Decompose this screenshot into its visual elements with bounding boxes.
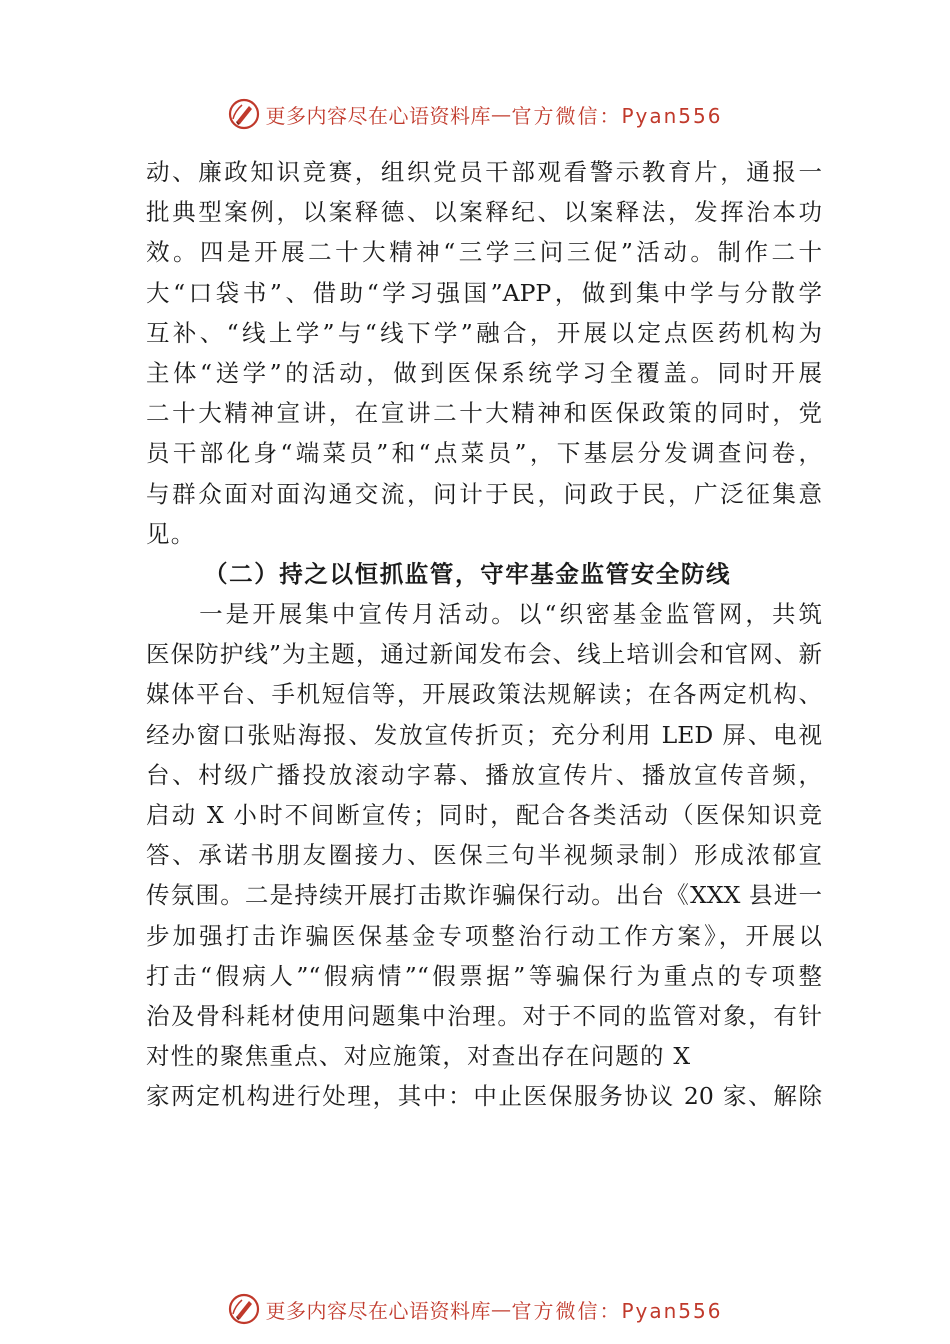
body-line: 打击“假病人”“假病情”“假票据”等骗保行为重点的专项整 bbox=[146, 961, 822, 990]
banner-wechat: 官方微信：Pyan556 bbox=[511, 103, 723, 128]
body-line: 启动 X 小时不间断宣传；同时，配合各类活动（医保知识竞 bbox=[146, 801, 822, 829]
body-line: 传氛围。二是持续开展打击欺诈骗保行动。出台《XXX 县进一 bbox=[146, 881, 822, 910]
banner-wechat: 官方微信：Pyan556 bbox=[511, 1298, 723, 1323]
body-line: 医保防护线”为主题，通过新闻发布会、线上培训会和官网、新 bbox=[146, 640, 822, 669]
body-line: 经办窗口张贴海报、发放宣传折页；充分利用 LED 屏、电视 bbox=[146, 720, 822, 749]
body-line: 二十大精神宣讲，在宣讲二十大精神和医保政策的同时，党 bbox=[146, 399, 822, 428]
body-line: 见。 bbox=[146, 519, 196, 548]
body-line: 批典型案例，以案释德、以案释纪、以案释法，发挥治本功 bbox=[146, 198, 822, 227]
body-line: 员干部化身“端菜员”和“点菜员”，下基层分发调查问卷， bbox=[146, 439, 822, 468]
document-body bbox=[146, 152, 822, 1117]
header-banner bbox=[0, 92, 950, 136]
body-line: 家两定机构进行处理，其中：中止医保服务协议 20 家、解除 bbox=[146, 1082, 822, 1111]
body-line: 与群众面对面沟通交流，问计于民，问政于民，广泛征集意 bbox=[146, 479, 822, 508]
pen-logo-icon bbox=[227, 97, 261, 131]
body-line: 治及骨科耗材使用问题集中治理。对于不同的监管对象，有针 bbox=[146, 1001, 822, 1030]
banner-dash: — bbox=[490, 102, 512, 126]
section-heading: （二）持之以恒抓监管，守牢基金监管安全防线 bbox=[204, 559, 732, 588]
body-line: 大“口袋书”、借助“学习强国”APP，做到集中学与分散学 bbox=[146, 278, 822, 307]
banner-title: 更多内容尽在心语资料库 bbox=[265, 1298, 491, 1323]
body-line: 答、承诺书朋友圈接力、医保三句半视频录制）形成浓郁宣 bbox=[146, 841, 822, 870]
banner-dash: — bbox=[490, 1297, 512, 1321]
body-line: 主体“送学”的活动，做到医保系统学习全覆盖。同时开展 bbox=[146, 358, 822, 387]
body-line: 步加强打击诈骗医保基金专项整治行动工作方案》，开展以 bbox=[146, 921, 822, 950]
body-line: 互补、“线上学”与“线下学”融合，开展以定点医药机构为 bbox=[146, 318, 822, 347]
footer-banner bbox=[0, 1287, 950, 1331]
body-line: 一是开展集中宣传月活动。以“织密基金监管网，共筑 bbox=[146, 600, 822, 629]
banner-title: 更多内容尽在心语资料库 bbox=[265, 103, 491, 128]
body-line: 动、廉政知识竞赛，组织党员干部观看警示教育片，通报一 bbox=[146, 158, 822, 186]
body-line: 对性的聚焦重点、对应施策，对查出存在问题的 X bbox=[146, 1042, 692, 1071]
body-line: 效。四是开展二十大精神“三学三问三促”活动。制作二十 bbox=[146, 238, 822, 267]
body-line: 媒体平台、手机短信等，开展政策法规解读；在各两定机构、 bbox=[146, 680, 822, 709]
body-line: 台、村级广播投放滚动字幕、播放宣传片、播放宣传音频， bbox=[146, 760, 822, 789]
pen-logo-icon bbox=[227, 1292, 261, 1326]
